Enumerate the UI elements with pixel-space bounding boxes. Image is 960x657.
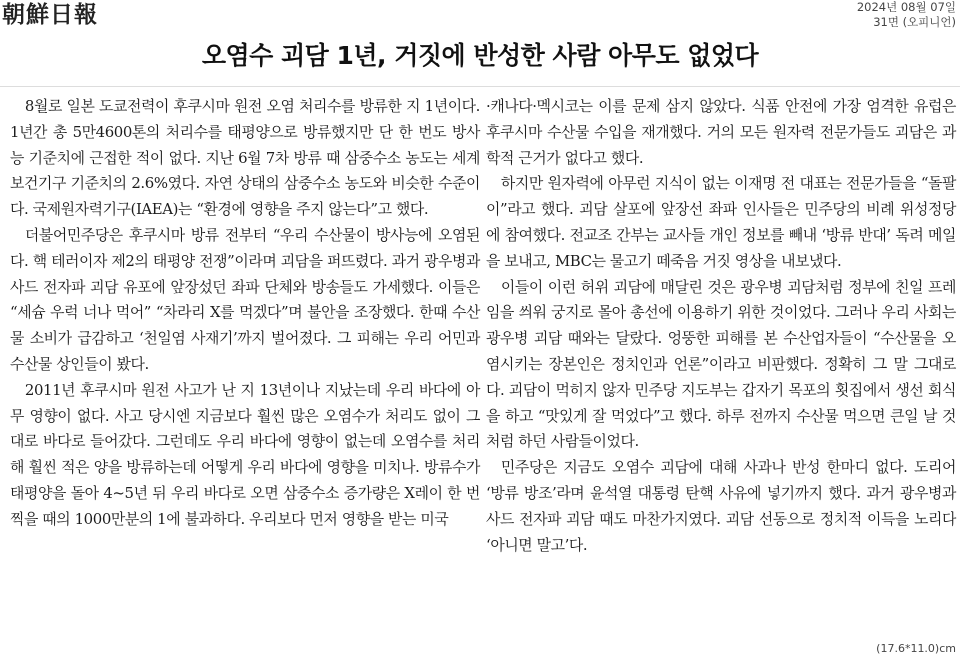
page-section: 31면 (오피니언) [873, 15, 956, 29]
masthead [0, 0, 960, 30]
article-size-note: (17.6*11.0)cm [876, 642, 956, 655]
article-paragraph: 민주당은 지금도 오염수 괴담에 대해 사과나 반성 한마디 없다. 도리어 ‘방류 방조’라며 윤석열 대통령 탄핵 사유에 넣기까지 했다. 과거 광우병과 사드 전자파 괴담 때도 마찬가지였다. 괴담 선동으로 정치적 이득을 노리다 ‘아니면 말고’다. [486, 458, 956, 554]
article-paragraph: 이들이 이런 허위 괴담에 매달린 것은 광우병 괴담처럼 정부에 친일 프레임을 씌워 궁지로 몰아 총선에 이용하기 위한 것이었다. 그러나 우리 사회는 광우병 괴담 때와는 달랐다. 엉뚱한 피해를 본 수산업자들이 “수산물을 오염시키는 장본인은 정치인과 언론”이라고 비판했다. 정확히 그 말 그대로다. 괴담이 먹히지 않자 민주당 지도부는 갑자기 목포의 횟집에서 생선 회식을 하고 “맛있게 잘 먹었다”고 했다. 하루 전까지 수산물 먹으면 큰일 날 것처럼 하던 사람들이었다. [486, 277, 956, 451]
article-paragraph: 2011년 후쿠시마 원전 사고가 난 지 13년이나 지났는데 우리 바다에 아무 영향이 없다. 사고 당시엔 지금보다 훨씬 많은 오염수가 처리도 없이 그대로 바다로 들어갔다. 그런데도 우리 바다에 영향이 없는데 오염수를 처리해 훨씬 적은 양을 방류하는데 어떻게 우리 바다에 영향을 미치나. 방류수가 태평양을 돌아 4~5년 뒤 우리 바다로 오면 삼중수소 증가량은 X레이 한 번 찍을 때의 1000만분의 1에 불과하다. 우리보다 먼저 영향을 받는 미국 [10, 380, 480, 528]
article-paragraph: 하지만 원자력에 아무런 지식이 없는 이재명 전 대표는 전문가들을 “돌팔이”라고 했다. 괴담 살포에 앞장선 좌파 인사들은 민주당의 비례 위성정당에 참여했다. 전교조 간부는 교사들 개인 정보를 빼내 ‘방류 반대’ 독려 메일을 보내고, MBC는 물고기 떼죽음 거짓 영상을 내보냈다. [486, 174, 956, 270]
publication-info [857, 0, 956, 30]
article-headline: 오염수 괴담 1년, 거짓에 반성한 사람 아무도 없었다 [201, 41, 759, 70]
publication-date: 2024년 08월 07일 [856, 0, 956, 14]
headline-divider [0, 86, 960, 87]
newspaper-logo: 朝鮮日報 [2, 1, 98, 28]
article-column-left [10, 94, 480, 533]
article-column-right [486, 94, 956, 558]
article-paragraph: 8월로 일본 도쿄전력이 후쿠시마 원전 오염 처리수를 방류한 지 1년이다. 1년간 총 5만4600톤의 처리수를 태평양으로 방류했지만 단 한 번도 방사능 기준치에 근접한 적이 없다. 지난 6월 7차 방류 때 삼중수소 농도는 세계보건기구 기준치의 2.6%였다. 자연 상태의 삼중수소 농도와 비슷한 수준이다. 국제원자력기구(IAEA)는 “환경에 영향을 주지 않는다”고 했다. [10, 97, 480, 219]
article-paragraph: 더불어민주당은 후쿠시마 방류 전부터 “우리 수산물이 방사능에 오염된다. 핵 테러이자 제2의 태평양 전쟁”이라며 괴담을 퍼뜨렸다. 과거 광우병과 사드 전자파 괴담 유포에 앞장섰던 좌파 단체와 방송들도 가세했다. 이들은 “세슘 우럭 너나 먹어” “차라리 X를 먹겠다”며 불안을 조장했다. 한때 수산물 소비가 급감하고 ‘천일염 사재기’까지 벌어졌다. 그 피해는 우리 어민과 수산물 상인들이 봤다. [10, 225, 480, 373]
article-paragraph: ·캐나다·멕시코는 이를 문제 삼지 않았다. 식품 안전에 가장 엄격한 유럽은 후쿠시마 수산물 수입을 재개했다. 거의 모든 원자력 전문가들도 괴담은 과학적 근거가 없다고 했다. [486, 97, 956, 167]
